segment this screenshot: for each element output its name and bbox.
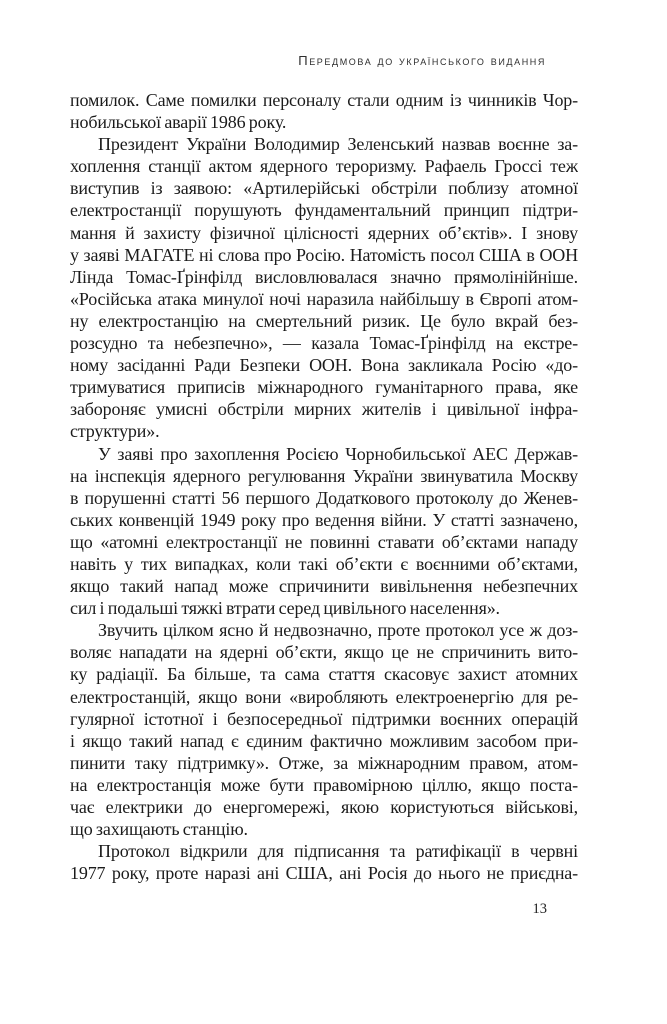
text-line: Звучить цілком ясно й недвозначно, проте протокол усе ж доз-: [98, 620, 578, 641]
text-line: мання й захисту фізичної цілісності ядерних об’єктів». І знову: [70, 222, 578, 243]
text-line: забороняє умисні обстріли мирних жителів і цивільної інфра-: [70, 399, 578, 420]
text-line: в порушенні статті 56 першого Додаткового протоколу до Женев-: [70, 487, 578, 508]
text-line: тримуватися приписів міжнародного гуманітарного права, яке: [70, 377, 578, 398]
text-line: що «атомні електростанції не повинні ставати об’єктами нападу: [70, 531, 578, 552]
paragraph: [70, 443, 578, 620]
text-line: Протокол відкрили для підписання та ратифікації в червні: [98, 841, 578, 862]
text-line: ну електростанцію на смертельний ризик. Це було вкрай без-: [70, 310, 578, 331]
text-line: ному засіданні Ради Безпеки ООН. Вона закликала Росію «до-: [70, 355, 578, 376]
text-line: Лінда Томас-Ґрінфілд висловлювалася значно прямолінійніше.: [70, 266, 578, 287]
text-line: виступив із заявою: «Артилерійські обстріли поблизу атомної: [70, 178, 578, 199]
text-line: чає електрики до енергомережі, якою користуються військові,: [70, 797, 578, 817]
text-line: гулярної істотної і безпосередньої підтримки воєнних операцій: [70, 708, 578, 729]
text-line: 1977 року, проте наразі ані США, ані Росія до нього не приєдна-: [70, 863, 578, 884]
text-line: ських конвенцій 1949 року про ведення війни. У статті зазначено,: [70, 509, 578, 530]
text-line: розсудно та небезпечно», — казала Томас-Ґрінфілд на екстре-: [70, 333, 578, 354]
text-line: ку радіації. Ба більше, та сама стаття скасовує захист атомних: [70, 664, 578, 685]
text-line: У заяві про захоплення Росією Чорнобильської АЕС Держав-: [98, 443, 578, 464]
text-line: і якщо такий напад є єдиним фактично можливим засобом при-: [70, 730, 578, 751]
text-line: навіть у тих випадках, коли такі об’єкти є воєнними об’єктами,: [70, 553, 578, 574]
body-text: [70, 89, 578, 884]
text-line: на електростанція може бути правомірною ціллю, якщо поста-: [70, 774, 578, 795]
paragraph: [70, 89, 578, 133]
page-number: 13: [532, 901, 547, 917]
text-line: якщо такий напад може спричинити вивільнення небезпечних: [70, 576, 578, 597]
text-line: Президент України Володимир Зеленський назвав воєнне за-: [98, 134, 578, 155]
text-line: у заяві МАГАТЕ ні слова про Росію. Натомість посол США в ООН: [70, 244, 578, 265]
text-line: помилок. Саме помилки персоналу стали одним із чинників Чор-: [70, 90, 578, 110]
text-line: електростанцій, якщо вони «виробляють електроенергію для ре-: [70, 686, 578, 707]
text-line: хоплення станції актом ядерного тероризму. Рафаель Гроссі теж: [70, 156, 578, 177]
text-line: пинити таку підтримку». Отже, за міжнародним правом, атом-: [70, 752, 578, 773]
text-line: електростанції порушують фундаментальний принцип підтри-: [70, 200, 578, 221]
text-line: нобильської аварії 1986 року.: [70, 112, 287, 133]
running-header: Передмова до українського видання: [298, 53, 546, 68]
paragraph: [70, 840, 578, 884]
paragraph: [70, 619, 578, 840]
paragraph: [70, 133, 578, 442]
text-line: структури».: [70, 421, 160, 442]
text-line: що захищають станцію.: [70, 819, 248, 840]
text-line: сил і подальші тяжкі втрати серед цивільного населення».: [70, 598, 500, 619]
text-line: «Російська атака минулої ночі наразила найбільшу в Європі атом-: [70, 288, 578, 309]
text-line: воляє нападати на ядерні об’єкти, якщо це не спричинить вито-: [70, 642, 578, 663]
text-line: на інспекція ядерного регулювання України звинуватила Москву: [70, 465, 578, 486]
